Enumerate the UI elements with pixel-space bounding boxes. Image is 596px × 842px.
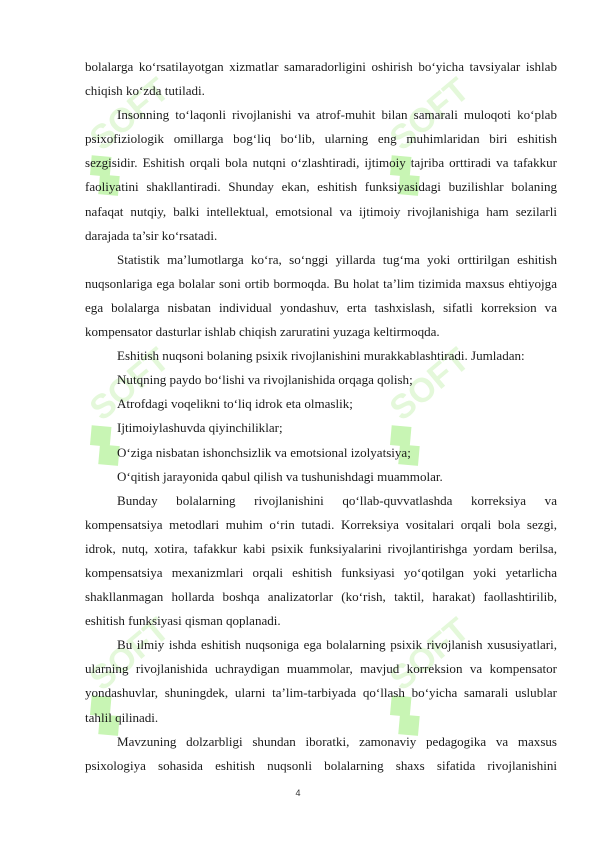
paragraph: Insonning to‘laqonli rivojlanishi va atrof-muhit bilan samarali muloqoti ko‘plab psixofiziologik omillarga bog‘liq bo‘lib, ularning eng muhimlaridan biri eshitish sezgisidir. Eshitish orqali bola nutqni o‘zlashtiradi, ijtimoiy tajriba orttiradi va tafakkur faoliyatini shakllantiradi. Shunday ekan, eshitish funksiyasidagi buzilishlar bolaning nafaqat nutqiy, balki intellektual, emotsional va ijtimoiy rivojlanishiga ham sezilarli darajada ta’sir ko‘rsatadi.: [85, 107, 557, 243]
paragraph: Bu ilmiy ishda eshitish nuqsoniga ega bolalarning psixik rivojlanish xususiyatlari, ularning rivojlanishida uchraydigan muammolar, mavjud korreksion va kompensator yondashuvlar, shuningdek, ularni ta’lim-tarbiyada qo‘llash bo‘yicha samarali uslublar tahlil qilinadi.: [85, 637, 557, 725]
paragraph: Statistik ma’lumotlarga ko‘ra, so‘nggi yillarda tug‘ma yoki orttirilgan eshitish nuqsonlariga ega bolalar soni ortib bormoqda. Bu holat ta’lim tizimida maxsus ehtiyojga ega bolalarga nisbatan individual yondashuv, erta tashxislash, sifatli korreksion va kompensator dasturlar ishlab chiqish zaruratini yuzaga keltirmoqda.: [85, 251, 557, 340]
list-item: Ijtimoiylashuvda qiyinchiliklar;: [117, 420, 283, 436]
list-item: Nutqning paydo bo‘lishi va rivojlanishida orqaga qolish;: [117, 372, 413, 388]
paragraph-continuation: bolalarga ko‘rsatilayotgan xizmatlar samaradorligini oshirish bo‘yicha tavsiyalar ishlab chiqish ko‘zda tutiladi.: [85, 59, 557, 99]
paragraph: Bunday bolalarning rivojlanishini qo‘llab-quvvatlashda korreksiya va kompensatsiya metodlari muhim o‘rin tutadi. Korreksiya vositalari orqali bola sezgi, idrok, nutq, xotira, tafakkur kabi psixik funksiyalarini rivojlantirishga yordam berilsa, kompensatsiya mexanizmlari orqali eshitish funksiyasi yo‘qotilgan yoki yetarlicha shakllanmagan hollarda boshqa analizatorlar (ko‘rish, taktil, harakat) faollashtirilib, eshitish funksiyasi qisman qoplanadi.: [85, 492, 557, 629]
paragraph: Mavzuning dolzarbligi shundan iboratki, zamonaviy pedagogika va maxsus psixologiya sohasida eshitish nuqsonli bolalarning shaxs sifatida rivojlanishini: [85, 733, 557, 773]
body-text: [85, 55, 557, 778]
list-item: O‘ziga nisbatan ishonchsizlik va emotsional izolyatsiya;: [117, 444, 411, 460]
page-number: 4: [295, 788, 301, 798]
list-item: O‘qitish jarayonida qabul qilish va tushunishdagi muammolar.: [117, 468, 443, 484]
paragraph: Eshitish nuqsoni bolaning psixik rivojlanishini murakkablashtiradi. Jumladan:: [117, 348, 525, 364]
list-item: Atrofdagi voqelikni to‘liq idrok eta olmaslik;: [117, 396, 353, 412]
